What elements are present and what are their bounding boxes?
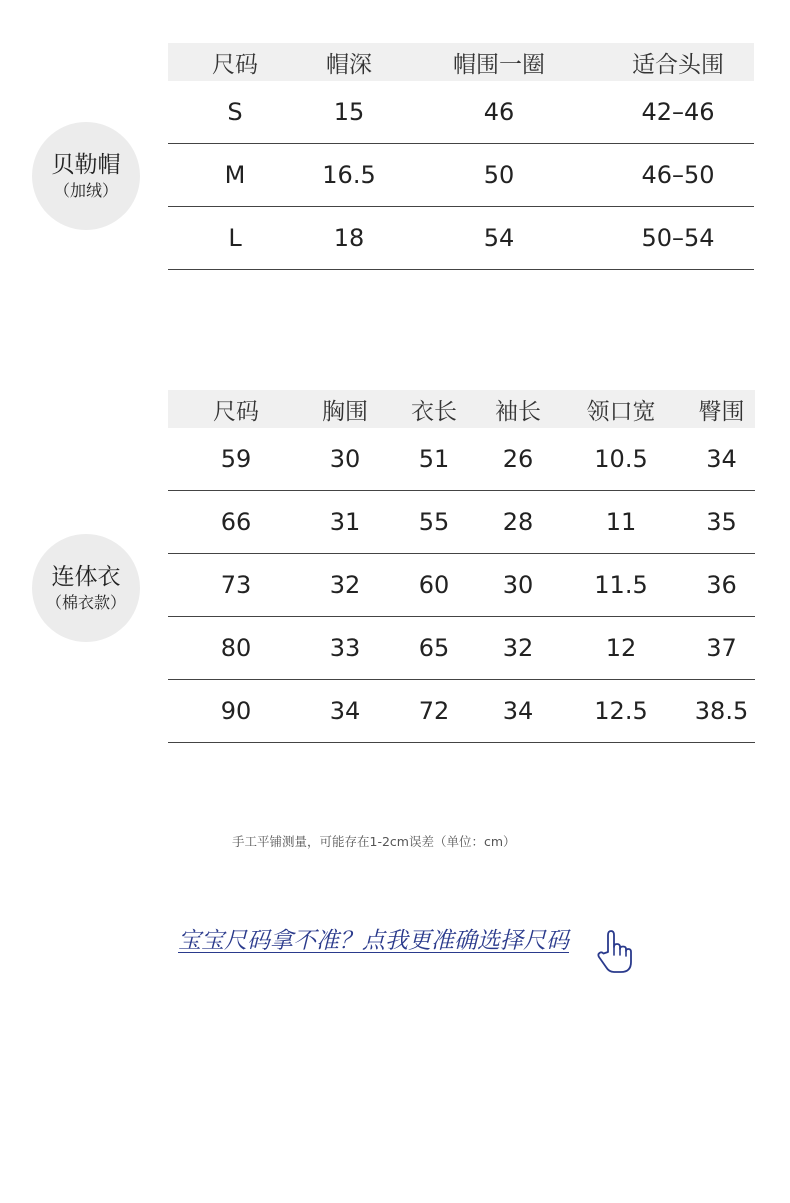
table-cell: 26: [482, 428, 554, 491]
table-row: [168, 144, 754, 207]
table-cell: 30: [304, 428, 386, 491]
table-cell: 37: [688, 617, 755, 680]
table-cell: 42–46: [602, 81, 754, 144]
table-cell: 11.5: [554, 554, 688, 617]
table-cell: 33: [304, 617, 386, 680]
table-row: [168, 554, 755, 617]
table-cell: 11: [554, 491, 688, 554]
header-cell: 胸围: [304, 390, 386, 428]
table-row: [168, 617, 755, 680]
table-cell: 31: [304, 491, 386, 554]
header-cell: 臀围: [688, 390, 755, 428]
header-cell: 衣长: [386, 390, 482, 428]
table-cell: 51: [386, 428, 482, 491]
table-cell: 73: [168, 554, 304, 617]
table-header-row: [168, 43, 754, 81]
header-cell: 领口宽: [554, 390, 688, 428]
size-guide-link[interactable]: 宝宝尺码拿不准？点我更准确选择尺码: [178, 928, 569, 954]
romper-label-main: 连体衣: [51, 564, 121, 590]
table-cell: 50: [396, 144, 602, 207]
table-cell: 35: [688, 491, 755, 554]
table-cell: 15: [302, 81, 396, 144]
table-row: [168, 428, 755, 491]
table-cell: 32: [304, 554, 386, 617]
table-cell: 55: [386, 491, 482, 554]
table-cell: 28: [482, 491, 554, 554]
table-cell: 54: [396, 207, 602, 270]
table-cell: S: [168, 81, 302, 144]
table-cell: 34: [304, 680, 386, 743]
table-cell: 16.5: [302, 144, 396, 207]
table-cell: 46–50: [602, 144, 754, 207]
table-cell: 59: [168, 428, 304, 491]
table-row: [168, 680, 755, 743]
table-cell: 36: [688, 554, 755, 617]
table-cell: 66: [168, 491, 304, 554]
table-cell: 50–54: [602, 207, 754, 270]
table-cell: 80: [168, 617, 304, 680]
hat-section-label: [32, 122, 140, 230]
header-cell: 袖长: [482, 390, 554, 428]
hat-size-table: [168, 43, 754, 270]
table-cell: 38.5: [688, 680, 755, 743]
table-cell: L: [168, 207, 302, 270]
table-row: [168, 491, 755, 554]
table-cell: 90: [168, 680, 304, 743]
table-cell: 72: [386, 680, 482, 743]
table-cell: 46: [396, 81, 602, 144]
romper-label-sub: （棉衣款）: [45, 593, 126, 612]
header-cell: 帽围一圈: [396, 43, 602, 81]
header-cell: 帽深: [302, 43, 396, 81]
table-cell: 12: [554, 617, 688, 680]
header-cell: 尺码: [168, 390, 304, 428]
table-header-row: [168, 390, 755, 428]
table-cell: 32: [482, 617, 554, 680]
measurement-note: 手工平铺测量，可能存在1-2cm误差（单位：cm）: [232, 834, 516, 849]
header-cell: 尺码: [168, 43, 302, 81]
table-cell: M: [168, 144, 302, 207]
table-cell: 34: [688, 428, 755, 491]
table-cell: 10.5: [554, 428, 688, 491]
table-row: [168, 207, 754, 270]
header-cell: 适合头围: [602, 43, 754, 81]
table-row: [168, 81, 754, 144]
table-cell: 18: [302, 207, 396, 270]
table-cell: 12.5: [554, 680, 688, 743]
hat-label-main: 贝勒帽: [51, 152, 121, 178]
table-cell: 65: [386, 617, 482, 680]
hat-label-sub: （加绒）: [53, 181, 118, 200]
romper-size-table: [168, 390, 755, 743]
table-cell: 34: [482, 680, 554, 743]
pointing-hand-icon[interactable]: [596, 930, 632, 974]
table-cell: 60: [386, 554, 482, 617]
romper-section-label: [32, 534, 140, 642]
table-cell: 30: [482, 554, 554, 617]
